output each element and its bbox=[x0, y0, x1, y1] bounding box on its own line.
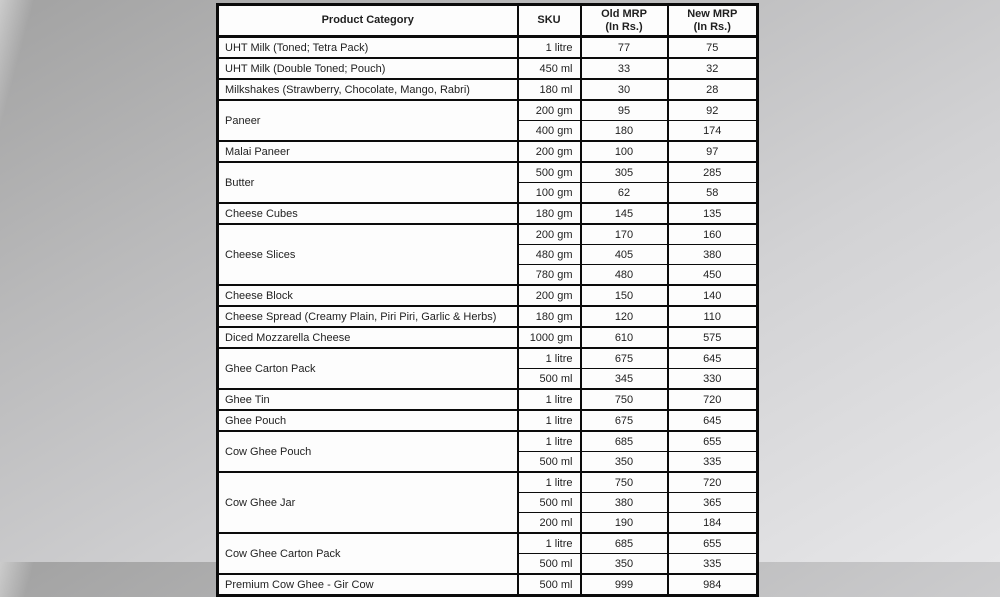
new-mrp-cell: 335 bbox=[668, 554, 758, 575]
old-mrp-cell: 145 bbox=[581, 203, 668, 224]
old-mrp-cell: 62 bbox=[581, 183, 668, 204]
old-mrp-cell: 95 bbox=[581, 100, 668, 121]
product-category-cell: UHT Milk (Double Toned; Pouch) bbox=[218, 58, 518, 79]
sku-cell: 500 ml bbox=[518, 452, 581, 473]
new-mrp-cell: 720 bbox=[668, 389, 758, 410]
sku-cell: 1 litre bbox=[518, 472, 581, 493]
header-row bbox=[218, 5, 758, 37]
sku-cell: 480 gm bbox=[518, 245, 581, 265]
new-mrp-cell: 174 bbox=[668, 121, 758, 142]
product-category-cell: Paneer bbox=[218, 100, 518, 141]
new-mrp-cell: 92 bbox=[668, 100, 758, 121]
table-row bbox=[218, 285, 758, 306]
sku-cell: 500 ml bbox=[518, 574, 581, 596]
new-mrp-cell: 655 bbox=[668, 431, 758, 452]
header-sku: SKU bbox=[518, 5, 581, 37]
old-mrp-cell: 685 bbox=[581, 431, 668, 452]
sku-cell: 200 gm bbox=[518, 100, 581, 121]
old-mrp-cell: 685 bbox=[581, 533, 668, 554]
new-mrp-cell: 365 bbox=[668, 493, 758, 513]
table-row bbox=[218, 162, 758, 183]
old-mrp-cell: 750 bbox=[581, 472, 668, 493]
price-table-body bbox=[218, 37, 758, 596]
old-mrp-cell: 405 bbox=[581, 245, 668, 265]
sku-cell: 1 litre bbox=[518, 533, 581, 554]
product-category-cell: Milkshakes (Strawberry, Chocolate, Mango, Rabri) bbox=[218, 79, 518, 100]
product-category-cell: Cow Ghee Pouch bbox=[218, 431, 518, 472]
old-mrp-cell: 675 bbox=[581, 410, 668, 431]
price-table bbox=[216, 3, 759, 597]
product-category-cell: Cheese Spread (Creamy Plain, Piri Piri, Garlic & Herbs) bbox=[218, 306, 518, 327]
product-category-cell: Cheese Block bbox=[218, 285, 518, 306]
new-mrp-cell: 984 bbox=[668, 574, 758, 596]
product-category-cell: Diced Mozzarella Cheese bbox=[218, 327, 518, 348]
product-category-cell: Ghee Pouch bbox=[218, 410, 518, 431]
header-new-mrp bbox=[668, 5, 758, 37]
product-category-cell: Ghee Tin bbox=[218, 389, 518, 410]
table-row bbox=[218, 574, 758, 596]
sku-cell: 180 ml bbox=[518, 79, 581, 100]
header-new-mrp-label: New MRP bbox=[687, 7, 738, 20]
new-mrp-cell: 655 bbox=[668, 533, 758, 554]
old-mrp-cell: 33 bbox=[581, 58, 668, 79]
old-mrp-cell: 180 bbox=[581, 121, 668, 142]
new-mrp-cell: 645 bbox=[668, 410, 758, 431]
old-mrp-cell: 120 bbox=[581, 306, 668, 327]
sku-cell: 200 gm bbox=[518, 285, 581, 306]
old-mrp-cell: 150 bbox=[581, 285, 668, 306]
new-mrp-cell: 160 bbox=[668, 224, 758, 245]
product-category-cell: Cheese Slices bbox=[218, 224, 518, 285]
sku-cell: 1 litre bbox=[518, 389, 581, 410]
sku-cell: 1 litre bbox=[518, 37, 581, 59]
new-mrp-cell: 335 bbox=[668, 452, 758, 473]
new-mrp-cell: 135 bbox=[668, 203, 758, 224]
sku-cell: 500 ml bbox=[518, 554, 581, 575]
new-mrp-cell: 58 bbox=[668, 183, 758, 204]
price-table-container bbox=[216, 3, 759, 597]
sku-cell: 200 gm bbox=[518, 224, 581, 245]
old-mrp-cell: 350 bbox=[581, 554, 668, 575]
old-mrp-cell: 77 bbox=[581, 37, 668, 59]
old-mrp-cell: 100 bbox=[581, 141, 668, 162]
sku-cell: 780 gm bbox=[518, 265, 581, 286]
sku-cell: 1000 gm bbox=[518, 327, 581, 348]
product-category-cell: Butter bbox=[218, 162, 518, 203]
table-row bbox=[218, 100, 758, 121]
table-row bbox=[218, 203, 758, 224]
sku-cell: 100 gm bbox=[518, 183, 581, 204]
new-mrp-cell: 28 bbox=[668, 79, 758, 100]
sku-cell: 450 ml bbox=[518, 58, 581, 79]
sku-cell: 200 ml bbox=[518, 513, 581, 534]
new-mrp-cell: 285 bbox=[668, 162, 758, 183]
sku-cell: 500 ml bbox=[518, 369, 581, 390]
product-category-cell: Cow Ghee Jar bbox=[218, 472, 518, 533]
new-mrp-cell: 32 bbox=[668, 58, 758, 79]
old-mrp-cell: 350 bbox=[581, 452, 668, 473]
product-category-cell: Ghee Carton Pack bbox=[218, 348, 518, 389]
product-category-cell: Malai Paneer bbox=[218, 141, 518, 162]
table-row bbox=[218, 79, 758, 100]
product-category-cell: Cheese Cubes bbox=[218, 203, 518, 224]
new-mrp-cell: 110 bbox=[668, 306, 758, 327]
table-row bbox=[218, 431, 758, 452]
new-mrp-cell: 75 bbox=[668, 37, 758, 59]
old-mrp-cell: 675 bbox=[581, 348, 668, 369]
old-mrp-cell: 380 bbox=[581, 493, 668, 513]
table-row bbox=[218, 224, 758, 245]
new-mrp-cell: 140 bbox=[668, 285, 758, 306]
sku-cell: 200 gm bbox=[518, 141, 581, 162]
table-row bbox=[218, 472, 758, 493]
old-mrp-cell: 610 bbox=[581, 327, 668, 348]
table-row bbox=[218, 389, 758, 410]
header-old-mrp-label: Old MRP bbox=[601, 7, 647, 20]
product-category-cell: Cow Ghee Carton Pack bbox=[218, 533, 518, 574]
table-row bbox=[218, 306, 758, 327]
old-mrp-cell: 480 bbox=[581, 265, 668, 286]
header-old-mrp bbox=[581, 5, 668, 37]
sku-cell: 400 gm bbox=[518, 121, 581, 142]
old-mrp-cell: 750 bbox=[581, 389, 668, 410]
product-category-cell: UHT Milk (Toned; Tetra Pack) bbox=[218, 37, 518, 59]
table-row bbox=[218, 141, 758, 162]
sku-cell: 1 litre bbox=[518, 431, 581, 452]
sku-cell: 500 ml bbox=[518, 493, 581, 513]
new-mrp-cell: 330 bbox=[668, 369, 758, 390]
sku-cell: 1 litre bbox=[518, 348, 581, 369]
new-mrp-cell: 450 bbox=[668, 265, 758, 286]
sku-cell: 180 gm bbox=[518, 306, 581, 327]
table-row bbox=[218, 327, 758, 348]
new-mrp-cell: 645 bbox=[668, 348, 758, 369]
new-mrp-cell: 380 bbox=[668, 245, 758, 265]
header-old-mrp-unit: (In Rs.) bbox=[605, 20, 643, 33]
product-category-cell: Premium Cow Ghee - Gir Cow bbox=[218, 574, 518, 596]
header-new-mrp-unit: (In Rs.) bbox=[693, 20, 731, 33]
sku-cell: 1 litre bbox=[518, 410, 581, 431]
old-mrp-cell: 30 bbox=[581, 79, 668, 100]
old-mrp-cell: 345 bbox=[581, 369, 668, 390]
header-product-category: Product Category bbox=[218, 5, 518, 37]
table-row bbox=[218, 37, 758, 59]
old-mrp-cell: 190 bbox=[581, 513, 668, 534]
sku-cell: 180 gm bbox=[518, 203, 581, 224]
new-mrp-cell: 97 bbox=[668, 141, 758, 162]
old-mrp-cell: 999 bbox=[581, 574, 668, 596]
sku-cell: 500 gm bbox=[518, 162, 581, 183]
old-mrp-cell: 170 bbox=[581, 224, 668, 245]
table-row bbox=[218, 348, 758, 369]
new-mrp-cell: 720 bbox=[668, 472, 758, 493]
new-mrp-cell: 184 bbox=[668, 513, 758, 534]
table-row bbox=[218, 410, 758, 431]
table-row bbox=[218, 58, 758, 79]
price-table-header bbox=[218, 5, 758, 37]
new-mrp-cell: 575 bbox=[668, 327, 758, 348]
table-row bbox=[218, 533, 758, 554]
old-mrp-cell: 305 bbox=[581, 162, 668, 183]
